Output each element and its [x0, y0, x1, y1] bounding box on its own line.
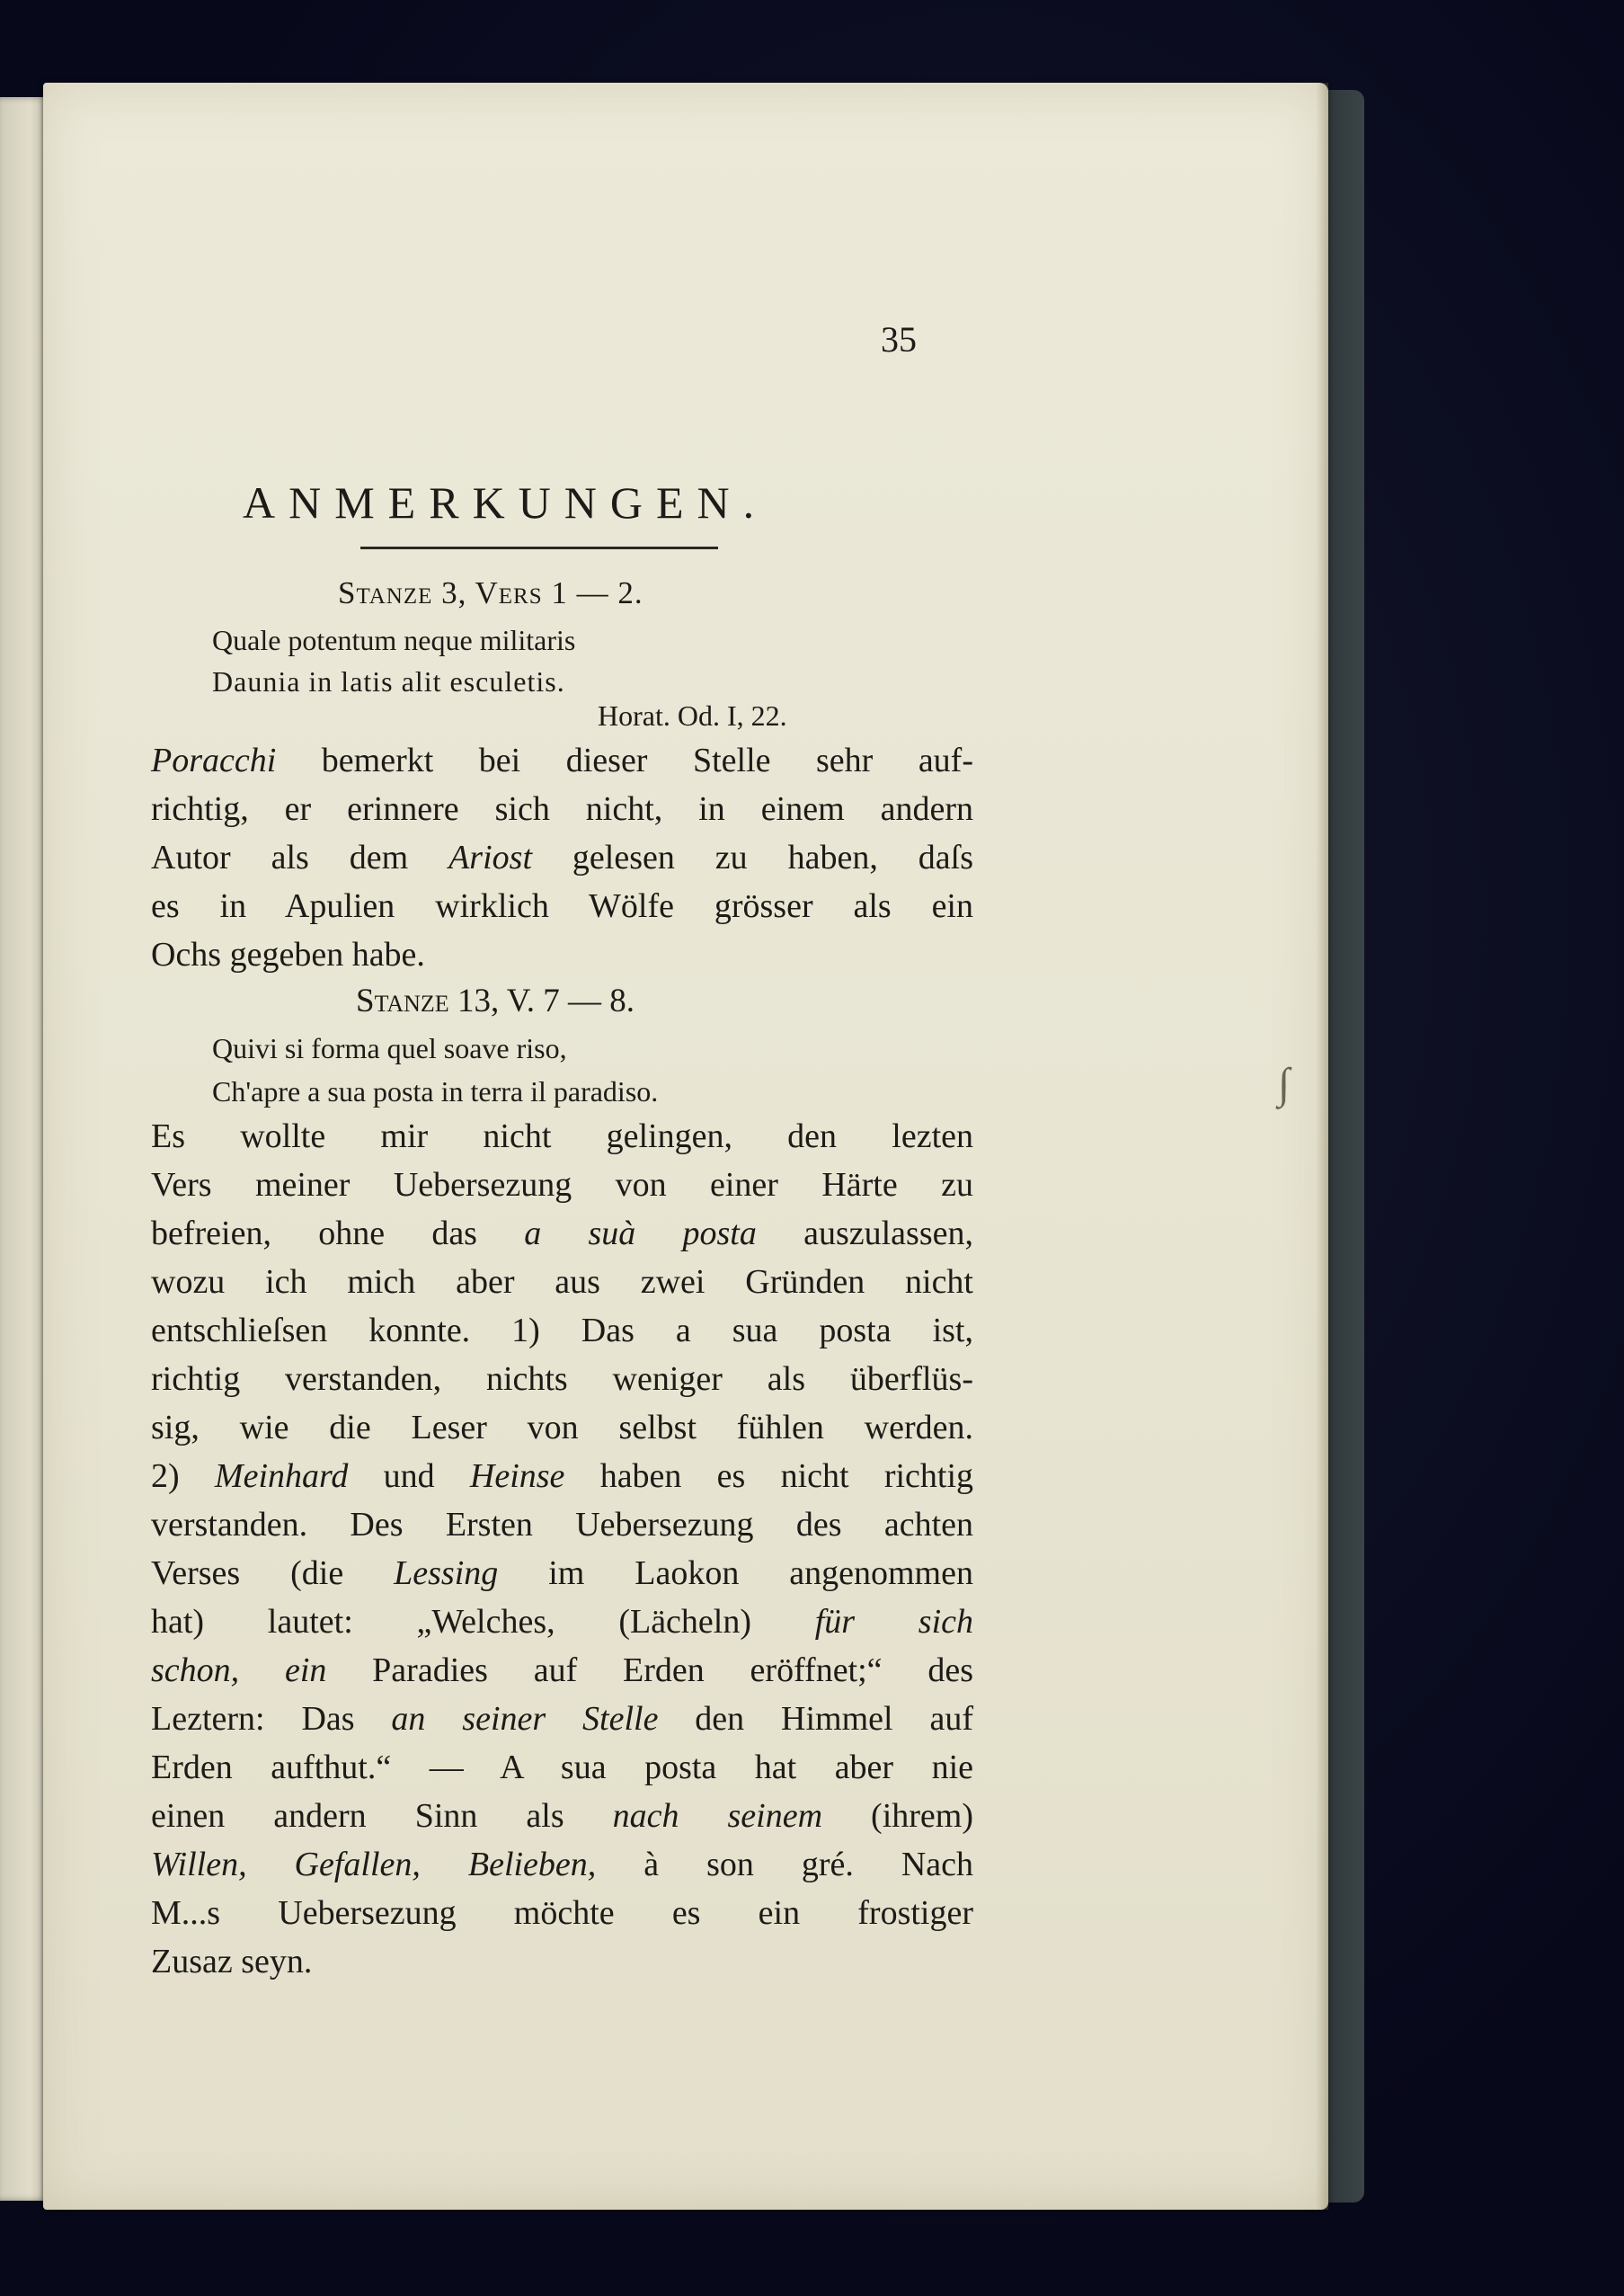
heading-rule: [360, 547, 718, 549]
text-run: Ochs gegeben habe.: [151, 936, 425, 974]
verse-line: Ch'apre a sua posta in terra il paradiso.: [212, 1075, 659, 1108]
italic-text: für sich: [814, 1603, 973, 1641]
body-line: [151, 1262, 973, 1302]
italic-text: an seiner Stelle: [391, 1700, 659, 1738]
body-line: [151, 886, 973, 926]
italic-text: Poracchi: [151, 742, 277, 779]
text-run: Zusaz seyn.: [151, 1943, 313, 1980]
text-run: Vers meiner Uebersezung von einer Härte zu: [151, 1166, 973, 1204]
stanza-heading-1: Stanze 3, Vers 1 — 2.: [338, 575, 643, 610]
italic-text: nach seinem: [612, 1797, 823, 1835]
text-run: haben es nicht richtig: [564, 1457, 974, 1495]
body-line: [151, 1456, 973, 1496]
page-number: 35: [881, 319, 917, 360]
body-line: [151, 1359, 973, 1399]
text-run: es in Apulien wirklich Wölfe grösser als ein: [151, 887, 973, 925]
text-run: richtig verstanden, nichts weniger als überflüs-: [151, 1360, 973, 1398]
text-run: Es wollte mir nicht gelingen, den lezten: [151, 1117, 973, 1155]
book-page: [43, 83, 1328, 2210]
body-line: [151, 1408, 973, 1447]
body-line: [151, 1893, 973, 1933]
stanza-heading-2: Stanze 13, V. 7 — 8.: [356, 983, 635, 1019]
verse-line: Quale potentum neque militaris: [212, 624, 576, 656]
text-run: und: [348, 1457, 470, 1495]
verse-line: Daunia in latis alit esculetis.: [212, 665, 565, 698]
italic-text: Meinhard: [214, 1457, 349, 1495]
text-run: auszulassen,: [756, 1215, 973, 1252]
citation: Horat. Od. I, 22.: [598, 699, 787, 732]
text-run: befreien, ohne das: [151, 1215, 525, 1252]
body-line: [151, 1505, 973, 1544]
text-run: (ihrem): [822, 1797, 973, 1835]
text-run: entschlieſsen konnte. 1) Das a sua posta ist,: [151, 1312, 973, 1349]
page-shadow: [1316, 83, 1328, 2210]
page-heading: ANMERKUNGEN.: [243, 477, 768, 528]
text-run: Verses (die: [151, 1554, 395, 1592]
text-run: verstanden. Des Ersten Uebersezung des achten: [151, 1506, 973, 1544]
body-line: [151, 1214, 973, 1253]
text-run: wozu ich mich aber aus zwei Gründen nicht: [151, 1263, 973, 1301]
body-line: [151, 1117, 973, 1156]
text-run: M...s Uebersezung möchte es ein frostiger: [151, 1894, 973, 1932]
italic-text: Heinse: [469, 1457, 565, 1495]
text-run: Leztern: Das: [151, 1700, 392, 1738]
italic-text: Ariost: [448, 839, 532, 877]
text-run: im Laokon angenommen: [498, 1554, 973, 1592]
text-run: Erden aufthut.“ — A sua posta hat aber nie: [151, 1749, 973, 1786]
italic-text: Lessing: [394, 1554, 499, 1592]
body-line: [151, 1699, 973, 1739]
text-run: Paradies auf Erden eröffnet;“ des: [326, 1651, 973, 1689]
text-run: sig, wie die Leser von selbst fühlen werden.: [151, 1409, 973, 1446]
text-run: richtig, er erinnere sich nicht, in einem andern: [151, 790, 973, 828]
italic-text: schon, ein: [151, 1651, 327, 1689]
body-line: [151, 1165, 973, 1205]
text-run: 2): [151, 1457, 215, 1495]
text-run: den Himmel auf: [658, 1700, 973, 1738]
body-line: [151, 741, 973, 780]
body-line: [151, 935, 973, 974]
body-line: [151, 1942, 973, 1981]
text-run: gelesen zu haben, daſs: [532, 839, 973, 877]
text-run: hat) lautet: „Welches, (Lächeln): [151, 1603, 815, 1641]
body-line: [151, 1311, 973, 1350]
body-line: [151, 1651, 973, 1690]
body-line: [151, 789, 973, 829]
body-line: [151, 1553, 973, 1593]
text-run: einen andern Sinn als: [151, 1797, 613, 1835]
text-run: à son gré. Nach: [596, 1846, 973, 1883]
body-line: [151, 1602, 973, 1642]
body-line: [151, 1845, 973, 1884]
text-run: bemerkt bei dieser Stelle sehr auf-: [276, 742, 973, 779]
text-run: Autor als dem: [151, 839, 449, 877]
italic-text: a suà posta: [524, 1215, 757, 1252]
verse-line: Quivi si forma quel soave riso,: [212, 1032, 567, 1064]
body-line: [151, 1748, 973, 1787]
body-line: [151, 1796, 973, 1836]
italic-text: Willen, Gefallen, Belieben,: [151, 1846, 597, 1883]
margin-pencil-mark: ∫: [1278, 1060, 1291, 1108]
body-line: [151, 838, 973, 877]
